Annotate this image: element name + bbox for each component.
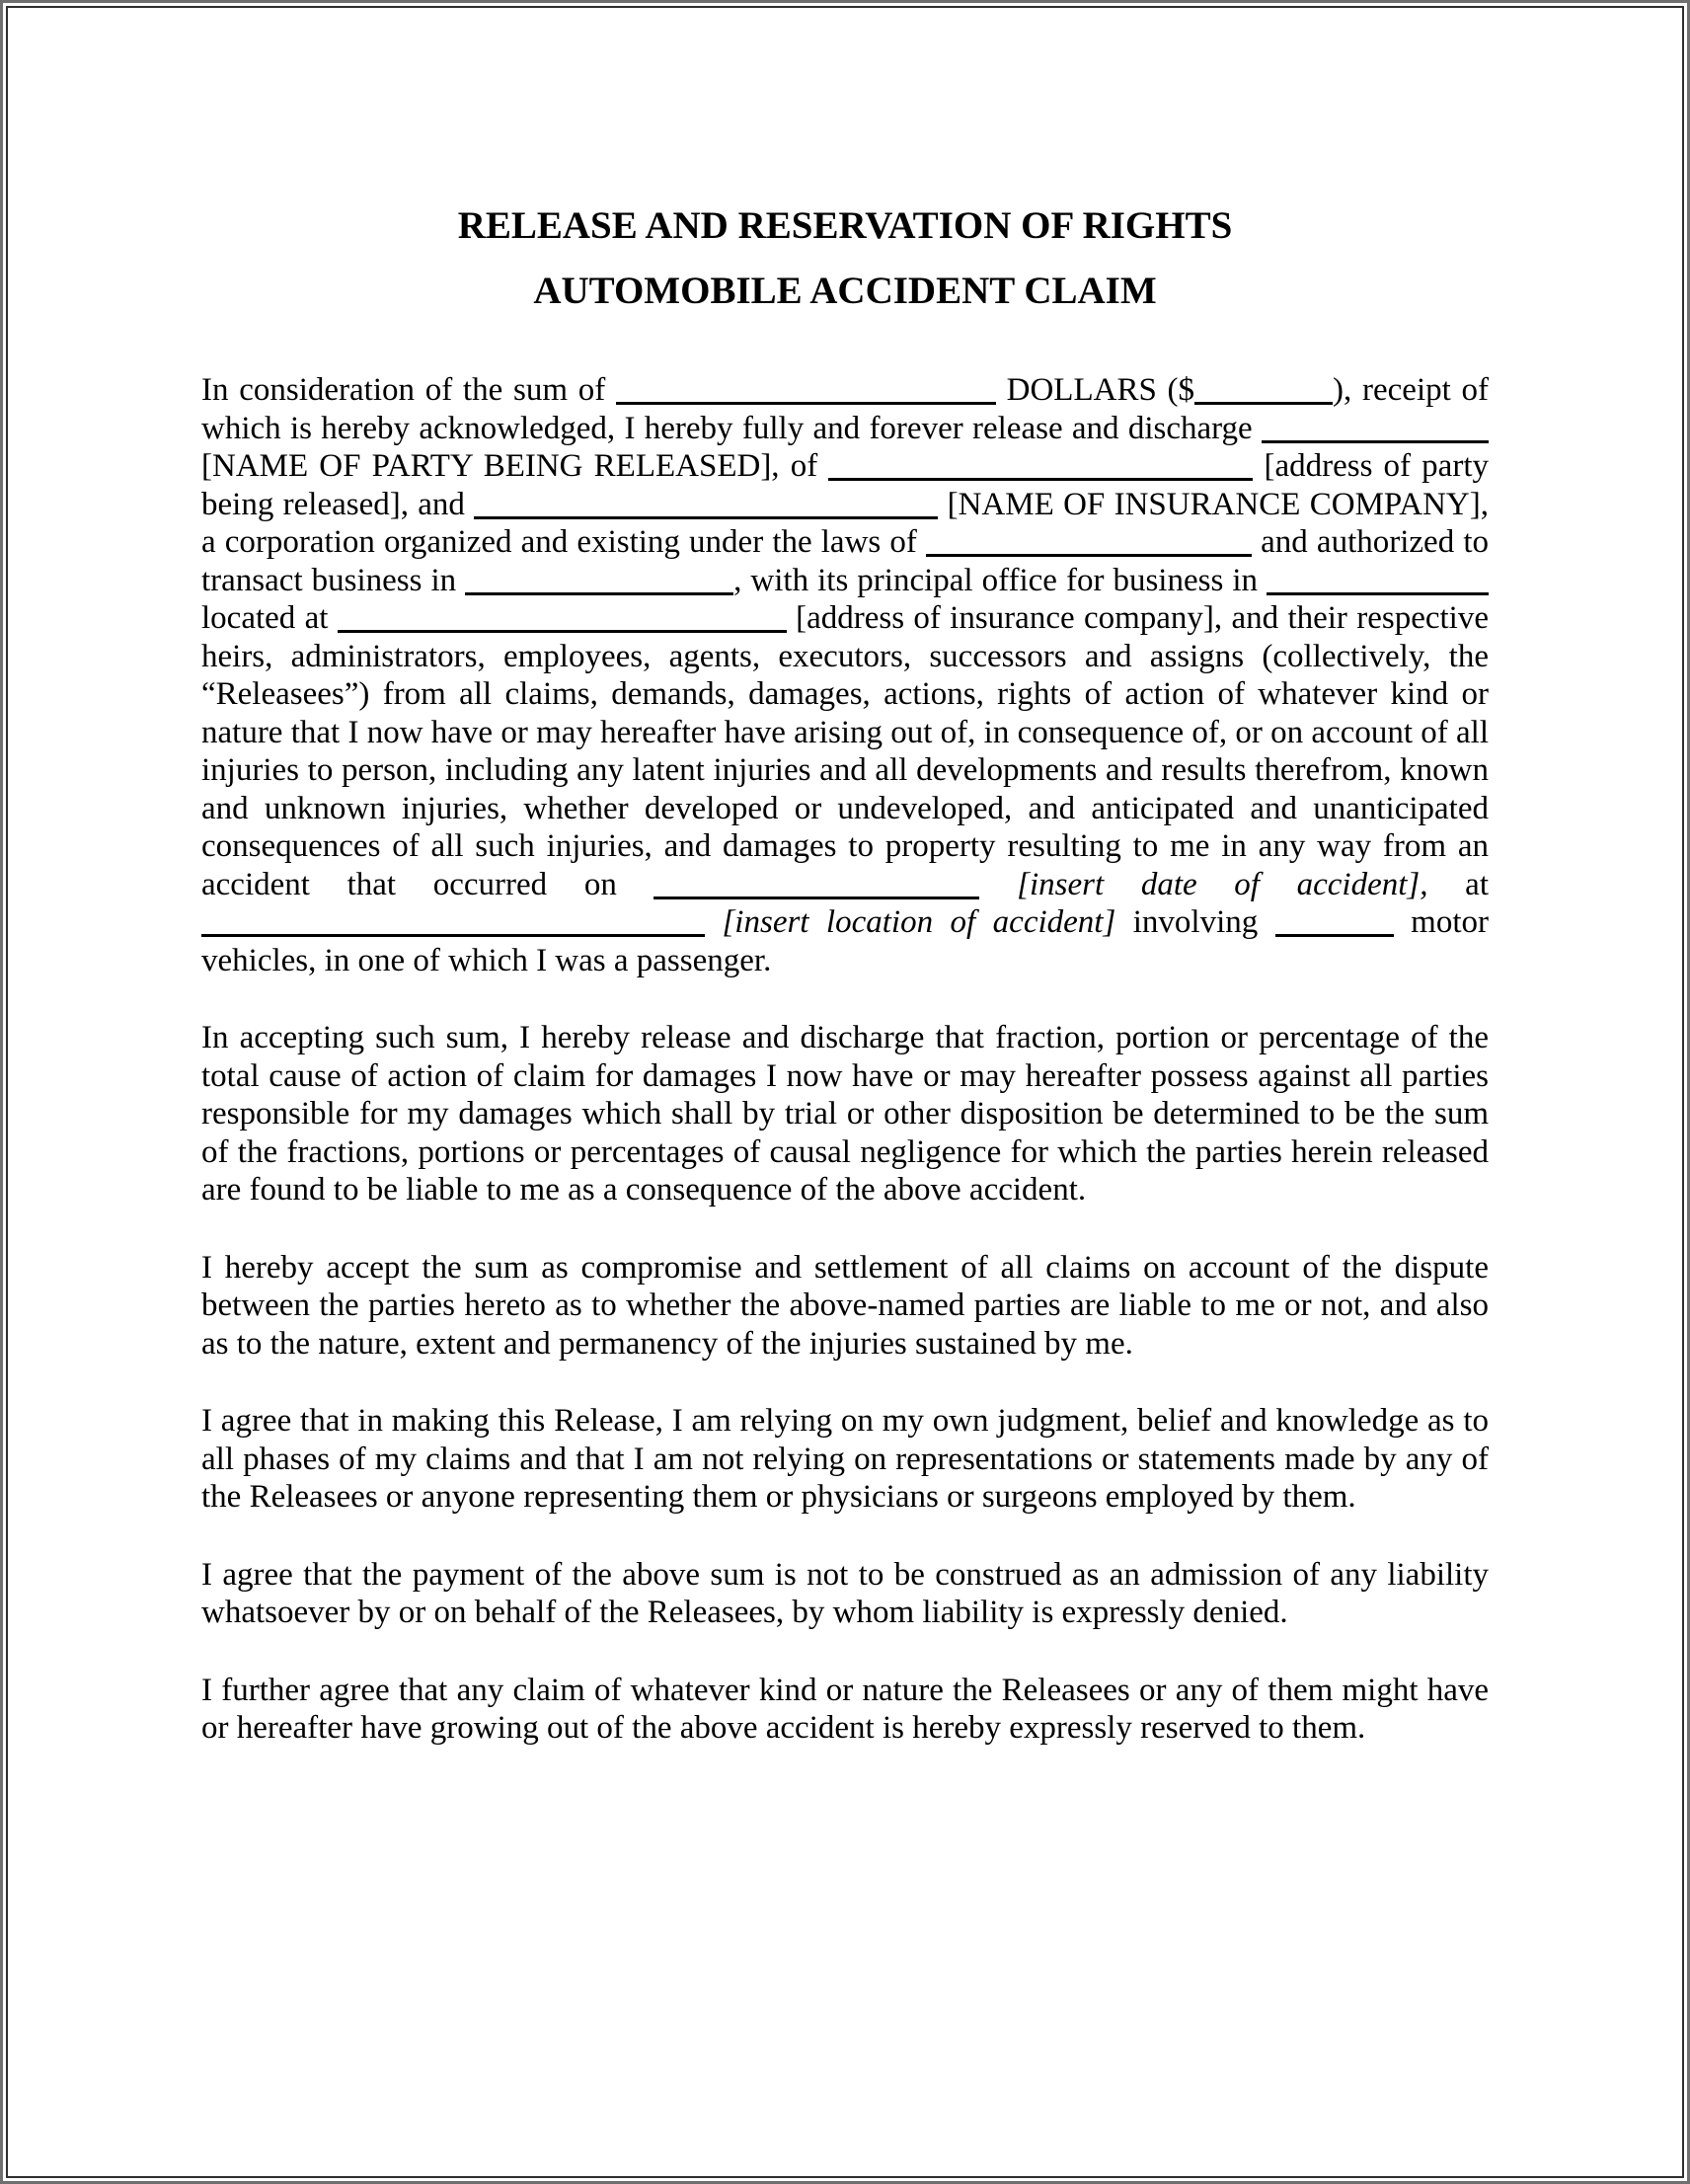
paragraph-own-judgment: I agree that in making this Release, I am relying on my own judgment, belief and knowledge as to all phases of my claims and that I am not relying on representations or statements made by any of the Releasees or anyone representing them or physicians or surgeons employed by them. [201,1403,1489,1515]
fill-in-blank [474,516,938,519]
fill-in-blank [465,592,733,595]
placeholder-instruction: [insert location of accident] [722,904,1116,940]
fill-in-blank [201,934,705,937]
fill-in-blank [616,402,996,405]
document-title: RELEASE AND RESERVATION OF RIGHTS [457,204,1233,247]
fill-in-blank [1262,440,1489,443]
document-subtitle: AUTOMOBILE ACCIDENT CLAIM [533,270,1157,312]
fill-in-blank [828,478,1253,481]
document-sheet-border [6,6,1684,2178]
fill-in-blank [1267,592,1489,595]
paragraph-rights-reserved: I further agree that any claim of whatever kind or nature the Releasees or any of them might have or hereafter have growing out of the above accident is hereby expressly reserved to them. [201,1672,1489,1746]
placeholder-instruction: [insert date of accident], [1017,866,1428,902]
fill-in-blank [338,630,787,633]
paragraph-consideration: In consideration of the sum of DOLLARS ($ ), receipt of which is hereby acknowledged, I hereby fully and forever release and discharge [NAME OF PARTY BEING RELEASED], of [address of party being released], and [NAME OF INSURANCE COMPANY], a corporation organized and existing under the laws of and authorized to transact business in , with its principal office for business in located at [address of insurance company], and their respective heirs, administrators, employees, agents, executors, successors and assigns (collectively, the “Releasees”) from all claims, demands, damages, actions, rights of action of whatever kind or nature that I now have or may hereafter have arising out of, in consequence of, or on account of all injuries to person, including any latent injuries and all developments and results therefrom, known and unknown injuries, whether developed or undeveloped, and anticipated and unanticipated consequences of all such injuries, and damages to property resulting to me in any way from an accident that occurred on [insert date of accident], at [insert location of accident] involving motor vehicles, in one of which I was a passenger. [201,372,1490,978]
paragraph-fraction-release: In accepting such sum, I hereby release and discharge that fraction, portion or percentage of the total cause of action of claim for damages I now have or may hereafter possess against all parties responsible for my damages which shall by trial or other disposition be determined to be the sum of the fractions, portions or percentages of causal negligence for which the parties herein released are found to be liable to me as a consequence of the above accident. [201,1020,1489,1208]
fill-in-blank [926,554,1252,557]
fill-in-blank [653,897,979,899]
paragraph-no-admission: I agree that the payment of the above sum is not to be construed as an admission of any liability whatsoever by or on behalf of the Releasees, by whom liability is expressly denied. [201,1556,1489,1630]
fill-in-blank [1194,402,1333,405]
paragraph-compromise-settlement: I hereby accept the sum as compromise and settlement of all claims on account of the dispute between the parties hereto as to whether the above-named parties are liable to me or not, and also as to the nature, extent and permanency of the injuries sustained by me. [201,1249,1489,1362]
fill-in-blank [1275,934,1394,937]
